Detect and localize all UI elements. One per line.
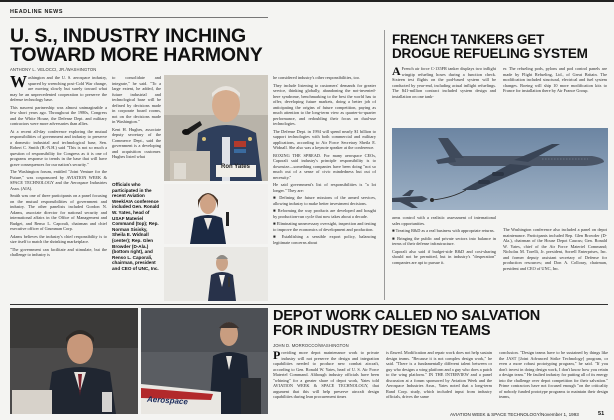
- article2-column-2: [503, 66, 607, 124]
- photo-man-at-podium-illustration: [164, 247, 268, 301]
- paragraph: Adams believes the industry's chief responsibility is to size itself to match the shrinking marketplace.: [10, 233, 107, 244]
- article1-column-2: [112, 75, 161, 173]
- paragraph: "The government can facilitate and stimulate, but the challenge to industry is: [10, 246, 107, 257]
- paragraph: He said government's list of responsibilities is "a lot longer." They are:: [273, 182, 376, 193]
- photo-panel-speaker: [10, 308, 138, 414]
- nameplate-text: Ron Yates: [221, 164, 250, 170]
- article2-column-1: [392, 66, 496, 124]
- photo-caption: Officials who participated in the recent Aviation Week/AIA conference included Gen. Ronald W. Yates, head of USAF Materiel Command (top); Rep. Norman Sisisky, Sheila E. Widnall (center); Rep. Glen Browder (D-Ala.) (bottom right), and Renso L. Caporali, chairman, president and CEO of UNC, Inc.: [112, 182, 160, 271]
- paragraph: to consolidate and integrate," he said. "To a large extent, he added, the future industrial and technological base will be defined by decisions made in corporate board rooms, not on the decisions made in Washington.": [112, 75, 161, 124]
- dropcap-a: A: [392, 66, 401, 78]
- section-rule: [10, 17, 268, 18]
- paragraph: Kent H. Hughes, associate deputy secretary of the Commerce Dept., said the government is a developing and acquisition customer. Hughes listed what: [112, 126, 161, 159]
- paragraph: The Defense Dept. in 1994 will spend nearly $1 billion to support technologies with both commercial and military applications, according to Air Force Secretary Sheila E. Widnall. She also was a keynote speaker at the conference.: [273, 128, 376, 150]
- photo-sheila-widnall-illustration: [164, 184, 268, 244]
- photo-speaker-aerospace-banner: [141, 308, 268, 414]
- paragraph: This nascent partnership was almost unimaginable a few short years ago. Throughout the 1980s, Congress and the White House, the Defense Dept. and military contractors were more adversaries than allies.: [10, 104, 107, 126]
- paragraph: er. The refueling pods, pylons and pod control panels are made by Flight Refueling, Ltd., of Great Britain. The modification included structural, electrical and fuel system changes. Boeing will ship 10 more modification kits to France for installation there by Air France Group.: [503, 66, 607, 93]
- paragraph: ■ Establishing a sensible export policy, balancing legitimate concerns about: [273, 234, 376, 245]
- article2-headline-line1: FRENCH TANKERS GET: [392, 32, 545, 47]
- paragraph: ashington and the U. S. aerospace industry, spurred by wrenching post-Cold War change, are moving slowly but surely toward what may be an unprecedented cooperation to preserve the defense technology base.: [10, 75, 107, 102]
- photo-tanker-refueling: [392, 128, 608, 210]
- paragraph: is flawed. Modification and repair work does not help sustain design teams. "Because it is not complex design work," he said. "There is a fundamentally different talent between or guy who designs a wing platform and a guy who does a patch to the wing platform." IN THE INTERVIEW and a panel discussion at a forum sponsored by Aviation Week and the Aerospace Industries Assn., Yates noted that a long-term Rand Corp. study, which included input from industry officials, drives the same: [386, 350, 492, 399]
- story-separator: [10, 304, 608, 305]
- paragraph: Smith was one of three participants on a panel focusing on the mutual responsibilities of government and industry. The other panelists included Gordon N. Adams, associate director for national security and international affairs in the Office of Management and Budget, and Renso L. Caporali, chairman and chief executive officer of Grumman Corp.: [10, 193, 107, 231]
- paragraph: ■ Bringing the public and private sectors into balance in terms of their defense infrastructure.: [392, 235, 496, 246]
- photo-sheila-widnall: [164, 184, 268, 244]
- article3-headline-line2: FOR INDUSTRY DESIGN TEAMS: [273, 323, 491, 339]
- top-rule: [0, 0, 614, 2]
- article1-column-1: [10, 75, 107, 300]
- page-number: 51: [598, 411, 605, 417]
- article3-column-3: [499, 350, 608, 410]
- paragraph: ■ Eliminating unnecessary oversight, inspection and testing to improve the economics of development and production.: [273, 221, 376, 232]
- paragraph: The Washington forum, entitled "Joint Venture for the Future," was cosponsored by AVIATION WEEK & SPACE TECHNOLOGY and the Aerospace Industries Assn. (AIA).: [10, 169, 107, 191]
- paragraph: They include listening to customers' demands for greater service, thinking globally, abandoning the not-invented-here syndrome, benchmarking to the best the world has to offer, developing future markets, doing a better job of anticipating the origins of future competition, paying as much attention to the long-term view as quarter-to-quarter performance, and redoubling their focus on dual-use technologies.: [273, 82, 376, 126]
- article3-column-2: [386, 350, 492, 410]
- dropcap-w: W: [10, 75, 27, 91]
- paragraph: The Washington conference also included a panel on depot maintenance. Participants included Rep. Glen Browder (D-Ala.), chairman of the House Depot Caucus; Gen. Ronald W. Yates, chief of the Air Force Materiel Command; Nicholas M. Torelli, Jr. president, Sorrell Enterprises, Inc. and former deputy assistant secretary of Defense for production resources; and Don A. Colloray, chairman, president and CEO of UNC, Inc.: [503, 227, 607, 271]
- article1-headline-line2: TOWARD MORE HARMONY: [10, 44, 263, 66]
- article2-headline-line2: DROGUE REFUELING SYSTEM: [392, 46, 588, 61]
- article1-byline: ANTHONY L. VELOCCI, JR./WASHINGTON: [10, 67, 97, 72]
- paragraph: BOXING THE SPREAD. For many aerospace CEOs, Caporali said industry's principle responsibility is to downsize—something companies have been doing "not so much out of a sense of civic mindedness but out of necessity.": [273, 152, 376, 180]
- photo-general-yates-illustration: [164, 75, 268, 181]
- paragraph: roviding more depot maintenance work to private industry will not preserve the design and integration capabilities needed to produce new combat aircraft, according to Gen. Ronald W. Yates, head of U. S. Air Force Materiel Command. Although industry officials have been "whining" for a greater share of depot work, Yates told AVIATION WEEK & SPACE TECHNOLOGY, that argument that this will help preserve aircraft design capabilities during lean procurement times: [273, 350, 379, 399]
- paragraph: ■ Reforming the way products are developed and bought by production-run cycle that now takes about a decade.: [273, 208, 376, 219]
- paragraph: conclusion. "Design teams have to be sustained by things like the JAST [Joint Advanced Strike Technology] program, or even a more robust prototyping program," he said. "If you don't invest in doing design work, I don't know how you retain a design team." He faulted industry for putting all of its energy into the challenge over depot competition for their salvation." Prime contractors have not focused enough "on the criticality of nobody funded prototype programs to maintain their design teams,: [499, 350, 608, 399]
- paragraph: French air force C-135FR tanker displays two inflight wingtip refueling hoses during a function check. Sixteen test flights on the pod-based system will be conducted by year-end, including actual inflight refuelings. The $41-million contract included system design and installation on one tank-: [392, 66, 496, 99]
- photo-tanker-refueling-illustration: [392, 128, 608, 210]
- article1-column-5: [503, 227, 607, 301]
- paragraph: ■ Defining the future missions of the armed services, allowing industry to make better investment decisions.: [273, 195, 376, 206]
- article3-column-1: [273, 350, 379, 410]
- dropcap-p: P: [273, 350, 281, 362]
- article1-column-3: [273, 75, 376, 302]
- article3-byline: JOHN D. MORROCCO/WASHINGTON: [273, 343, 349, 348]
- photo-general-yates: [164, 75, 268, 181]
- photo-panel-speaker-illustration: [10, 308, 138, 414]
- article1-headline-line1: U. S., INDUSTRY INCHING: [10, 25, 246, 47]
- footer-publication: AVIATION WEEK & SPACE TECHNOLOGY/November 1, 1993: [450, 412, 579, 417]
- article1-column-4: [392, 215, 496, 301]
- paragraph: At a recent all-day conference exploring the mutual responsibilities of government and industry to preserve a domestic industrial and technological base, Sen. Robert C. Smith (R.-N.H.) said "This is not so much a question of responsibility for Congress as it is one of programs response to trends in the base that will have grave consequences for our nation's security.": [10, 128, 107, 167]
- banner-text: Aerospace: [146, 394, 189, 407]
- photo-man-at-podium: [164, 247, 268, 301]
- paragraph: ■ Treating R&D as a real business with appropriate returns.: [392, 228, 495, 233]
- paragraph: he considered industry's other responsibilities, too.: [273, 75, 361, 80]
- column-divider: [384, 30, 385, 300]
- paragraph: Caporali also said if budget-side R&D and cost-sharing should not be permitted, but in industry's "desperation" companies are apt to pursue it.: [392, 248, 496, 265]
- section-label: HEADLINE NEWS: [10, 9, 64, 15]
- article3-headline-line1: DEPOT WORK CALLED NO SALVATION: [273, 308, 541, 324]
- paragraph: arms control with a realistic assessment of international sales opportunities.: [392, 215, 496, 226]
